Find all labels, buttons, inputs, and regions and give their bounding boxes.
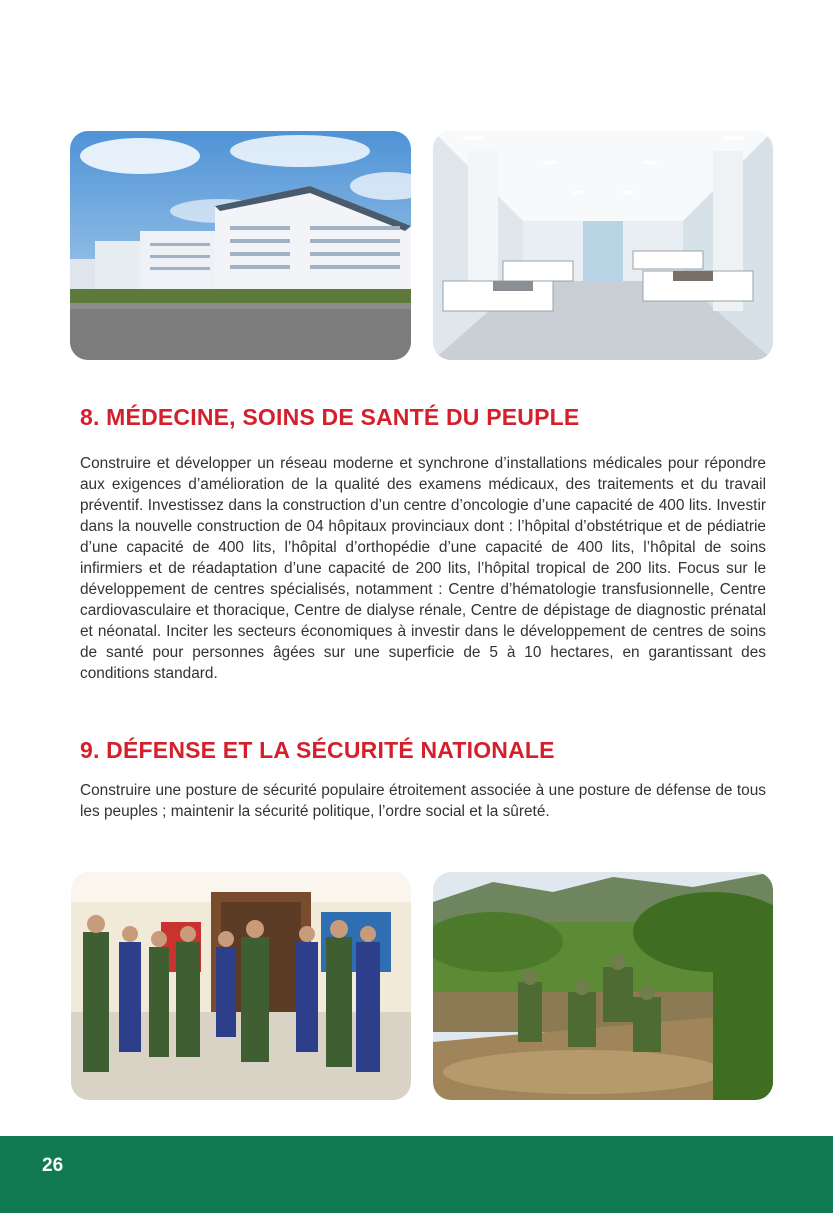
section-9-body: Construire une posture de sécurité populaire étroitement associée à une posture de défense de tous les peuples ; maintenir la sécurité politique, l’ordre social et la sûreté. [80,782,766,820]
section-9-heading: 9. DÉFENSE ET LA SÉCURITÉ NATIONALE [80,737,555,763]
page-number: 26 [42,1155,64,1176]
soldiers-stream-photo [433,872,773,1100]
hospital-exterior-photo [70,131,411,360]
footer-bar [0,1136,833,1213]
officers-meeting-photo [71,872,411,1100]
hospital-ward-photo [433,131,773,360]
section-8-body: Construire et développer un réseau moderne et synchrone d’installations médicales pour répondre aux exigences d’amélioration de la qualité des examens médicaux, des traitements et du travail préventif. Investissez dans la construction d’un centre d’oncologie d’une capacité de 400 lits. Investir dans la nouvelle construction de 04 hôpitaux provinciaux dont : l’hôpital d’obstétrique et de pédiatrie d’une capacité de 400 lits, l’hôpital d’orthopédie d’une capacité de 400 lits, l’hôpital de soins infirmiers et de réadaptation d’une capacité de 200 lits, l’hôpital tropical de 200 lits. Focus sur le développement de centres spécialisés, notamment : Centre d’hématologie transfusionnelle, Centre cardiovasculaire et thoracique, Centre de dialyse rénale, Centre de dépistage de diagnostic prénatal et néonatal. Inciter les secteurs économiques à investir dans le développement de centres de soins de santé pour personnes âgées sur une superficie de 5 à 10 hectares, en garantissant des conditions standard. [80,455,766,682]
section-8-heading: 8. MÉDECINE, SOINS DE SANTÉ DU PEUPLE [80,404,580,430]
